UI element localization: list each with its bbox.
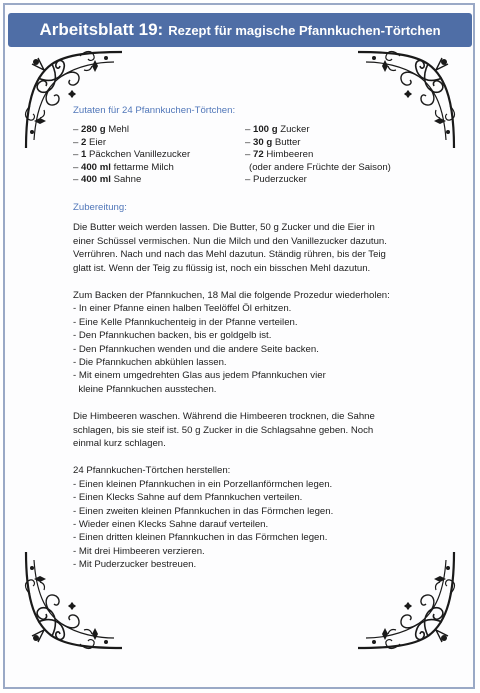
list-item: kleine Pfannkuchen ausstechen. [73,383,217,395]
list-item: - Eine Kelle Pfannkuchenteig in der Pfanne verteilen. [73,316,298,328]
ingredient-item: – 100 g Zucker [245,124,310,136]
list-item: - Mit drei Himbeeren verzieren. [73,545,205,557]
baking-steps [73,302,448,396]
preparation-heading: Zubereitung: [73,201,127,213]
worksheet-number: Arbeitsblatt 19: [39,20,164,39]
berries-paragraph [73,410,448,450]
list-item: - Die Pfannkuchen abkühlen lassen. [73,356,227,368]
recipe-content [73,104,448,572]
ingredient-item: – 400 ml Sahne [73,174,142,186]
ingredients-list [73,124,448,187]
list-item: - Einen dritten kleinen Pfannkuchen in das Förmchen legen. [73,532,328,544]
list-item: - Einen Klecks Sahne auf dem Pfannkuchen verteilen. [73,492,303,504]
list-item: - Den Pfannkuchen backen, bis er goldgelb ist. [73,330,272,342]
text-line: einer Schüssel vermischen. Nun die Milch und den Vanillezucker dazutun. [73,235,387,247]
text-line: Die Butter weich werden lassen. Die Butter, 50 g Zucker und die Eier in [73,222,375,234]
ingredients-column-left [73,124,245,187]
text-line: glatt ist. Wenn der Teig zu flüssig ist, noch ein bisschen Mehl dazutun. [73,262,371,274]
ingredient-item: – 30 g Butter [245,136,301,148]
text-line: Die Himbeeren waschen. Während die Himbeeren trocknen, die Sahne [73,411,375,423]
list-item: - Mit Puderzucker bestreuen. [73,559,197,571]
list-item: - In einer Pfanne einen halben Teelöffel Öl erhitzen. [73,303,292,315]
ingredient-item: – 2 Eier [73,136,107,148]
baking-title: Zum Backen der Pfannkuchen, 18 Mal die folgende Prozedur wiederholen: [73,289,390,301]
text-line: einmal kurz schlagen. [73,438,166,449]
ingredients-heading: Zutaten für 24 Pfannkuchen-Törtchen: [73,105,236,116]
assembly-title: 24 Pfannkuchen-Törtchen herstellen: [73,465,231,477]
ingredients-column-right [245,124,448,187]
list-item: - Mit einem umgedrehten Glas aus jedem Pfannkuchen vier [73,370,326,382]
ingredient-item: – Puderzucker [245,174,307,186]
text-line: Verrühren. Nach und nach das Mehl dazutun. Ständig rühren, bis der Teig [73,249,386,261]
worksheet-header [8,13,472,47]
ingredient-item: – 1 Päckchen Vanillezucker [73,149,191,161]
worksheet-title: Rezept für magische Pfannkuchen-Törtchen [168,22,441,38]
text-line: schlagen, bis sie steif ist. 50 g Zucker in die Schlagsahne geben. Noch [73,424,374,436]
list-item: - Einen kleinen Pfannkuchen in ein Porzellanförmchen legen. [73,478,333,490]
preparation-intro [73,221,448,275]
ingredient-item: – 400 ml fettarme Milch [73,161,174,173]
list-item: - Den Pfannkuchen wenden und die andere Seite backen. [73,343,319,355]
ingredient-note: (oder andere Früchte der Saison) [249,161,391,173]
ingredient-item: – 280 g Mehl [73,124,130,136]
ingredient-item: – 72 Himbeeren [245,149,314,161]
list-item: - Einen zweiten kleinen Pfannkuchen in das Förmchen legen. [73,505,334,517]
list-item: - Wieder einen Klecks Sahne darauf verteilen. [73,519,269,531]
assembly-steps [73,478,448,572]
